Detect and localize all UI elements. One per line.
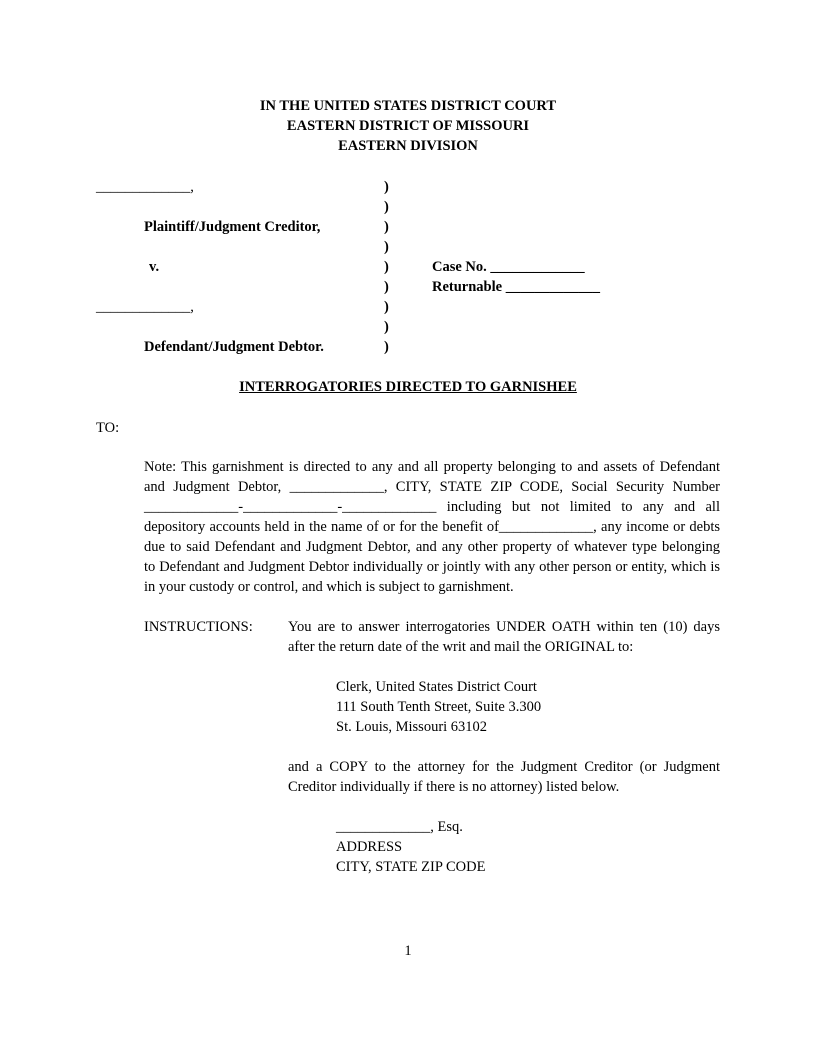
- division-name: EASTERN DIVISION: [338, 138, 478, 154]
- clerk-name: Clerk, United States District Court: [336, 679, 537, 695]
- plaintiff-label: Plaintiff/Judgment Creditor,: [144, 219, 321, 235]
- defendant-label: Defendant/Judgment Debtor.: [144, 339, 324, 355]
- case-number: Case No. _____________: [432, 259, 585, 275]
- paren: ): [384, 279, 389, 295]
- paren: ): [384, 219, 389, 235]
- defendant-blank: _____________,: [96, 299, 194, 315]
- document-title: INTERROGATORIES DIRECTED TO GARNISHEE: [239, 379, 577, 395]
- instructions-line: You are to answer interrogatories UNDER OATH within ten (10) days: [288, 619, 720, 635]
- page-number: 1: [404, 943, 412, 959]
- note-line: _____________-_____________-_____________ including but not limited to any and all: [144, 499, 720, 515]
- instructions-label: INSTRUCTIONS:: [144, 619, 253, 635]
- clerk-street: 111 South Tenth Street, Suite 3.300: [336, 699, 542, 715]
- versus-label: v.: [149, 259, 160, 275]
- note-line: to Defendant and Judgment Debtor individually or jointly with any other person or entity, which is: [144, 559, 720, 575]
- paren: ): [384, 259, 389, 275]
- court-name: IN THE UNITED STATES DISTRICT COURT: [259, 98, 557, 114]
- copy-paragraph: [288, 757, 720, 797]
- clerk-city: St. Louis, Missouri 63102: [336, 719, 488, 735]
- instructions-paragraph: [288, 617, 720, 657]
- paren: ): [384, 299, 389, 315]
- copy-line: Creditor individually if there is no attorney) listed below.: [288, 779, 620, 795]
- note-line: and Judgment Debtor, _____________, CITY, STATE ZIP CODE, Social Security Number: [144, 479, 720, 495]
- paren: ): [384, 179, 389, 195]
- copy-line: and a COPY to the attorney for the Judgment Creditor (or Judgment: [288, 759, 720, 775]
- paren: ): [384, 319, 389, 335]
- paren: ): [384, 239, 389, 255]
- note-line: Note: This garnishment is directed to any and all property belonging to and assets of Defendant: [144, 459, 720, 475]
- attorney-name: _____________, Esq.: [336, 819, 463, 835]
- note-line: depository accounts held in the name of or for the benefit of_____________, any income or debts: [144, 519, 720, 535]
- to-label: TO:: [96, 420, 120, 436]
- returnable-date: Returnable _____________: [432, 279, 600, 295]
- district-name: EASTERN DISTRICT OF MISSOURI: [286, 118, 530, 134]
- attorney-address: ADDRESS: [336, 839, 403, 855]
- attorney-city: CITY, STATE ZIP CODE: [336, 859, 486, 875]
- paren: ): [384, 199, 389, 215]
- instructions-line: after the return date of the writ and mail the ORIGINAL to:: [288, 639, 634, 655]
- note-paragraph: [144, 457, 720, 597]
- note-line: due to said Defendant and Judgment Debtor, and any other property of whatever type belonging: [144, 539, 720, 555]
- note-line: in your custody or control, and which is subject to garnishment.: [144, 579, 514, 595]
- paren: ): [384, 339, 389, 355]
- plaintiff-blank: _____________,: [96, 179, 194, 195]
